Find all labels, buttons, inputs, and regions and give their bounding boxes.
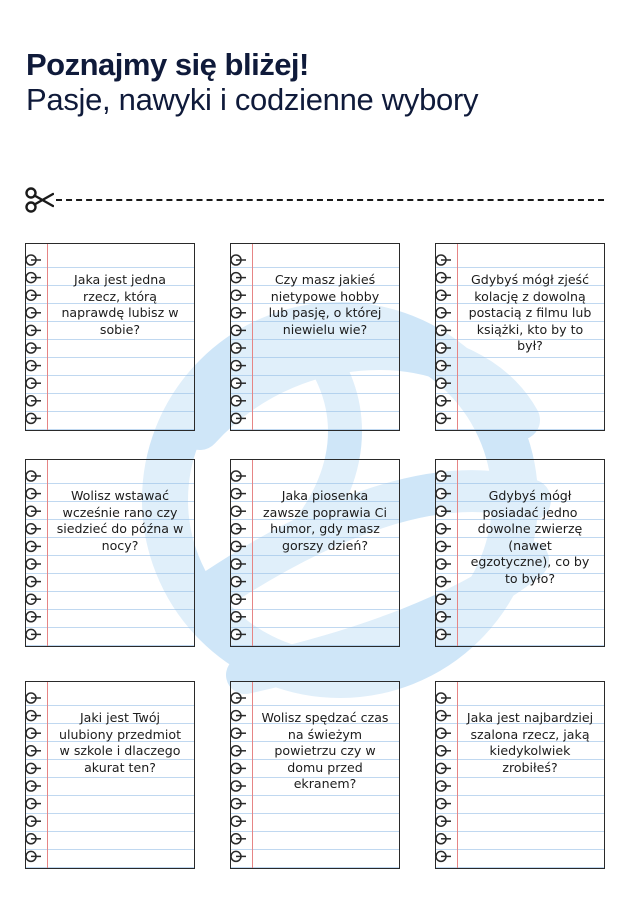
question-text: Gdybyś mógł zjeść kolację z dowolną postacią z filmu lub książki, kto by to był? [468,272,592,353]
question-text: Jaka jest jedna rzecz, którą naprawdę lubisz w sobie? [61,272,179,337]
question-card [25,243,195,431]
margin-line [457,682,458,868]
question-card [435,459,605,647]
question-text: Jaka jest najbardziej szalona rzecz, jaką kiedykolwiek zrobiłeś? [466,710,594,775]
question-text: Jaki jest Twój ulubiony przedmiot w szkole i dlaczego akurat ten? [58,710,182,775]
page-subtitle: Pasje, nawyki i codzienne wybory [26,82,479,117]
page-title: Poznajmy się bliżej! [26,47,309,82]
question-text: Czy masz jakieś nietypowe hobby lub pasję, o której niewielu wie? [268,272,382,337]
spiral-binding-icon [230,254,246,426]
question-card [435,243,605,431]
question-card [25,681,195,869]
margin-line [252,460,253,646]
question-text: Wolisz spędzać czas na świeżym powietrzu czy w domu przed ekranem? [261,710,389,791]
question-card [230,681,400,869]
margin-line [252,682,253,868]
question-card [230,243,400,431]
spiral-binding-icon [435,692,451,864]
margin-line [47,682,48,868]
spiral-binding-icon [230,470,246,642]
spiral-binding-icon [25,692,41,864]
question-text: Jaka piosenka zawsze poprawia Ci humor, gdy masz gorszy dzień? [263,488,387,553]
spiral-binding-icon [25,470,41,642]
spiral-binding-icon [230,692,246,864]
cut-line [24,186,610,214]
margin-line [457,244,458,430]
question-card [435,681,605,869]
margin-line [47,244,48,430]
spiral-binding-icon [435,254,451,426]
question-text: Wolisz wstawać wcześnie rano czy siedzieć do późna w nocy? [56,488,184,553]
margin-line [252,244,253,430]
question-text: Gdybyś mógł posiadać jedno dowolne zwierzę (nawet egzotyczne), co by to było? [470,488,590,586]
scissors-icon [24,186,54,214]
question-card [230,459,400,647]
dashed-line [56,199,604,201]
margin-line [47,460,48,646]
margin-line [457,460,458,646]
spiral-binding-icon [435,470,451,642]
question-card [25,459,195,647]
spiral-binding-icon [25,254,41,426]
